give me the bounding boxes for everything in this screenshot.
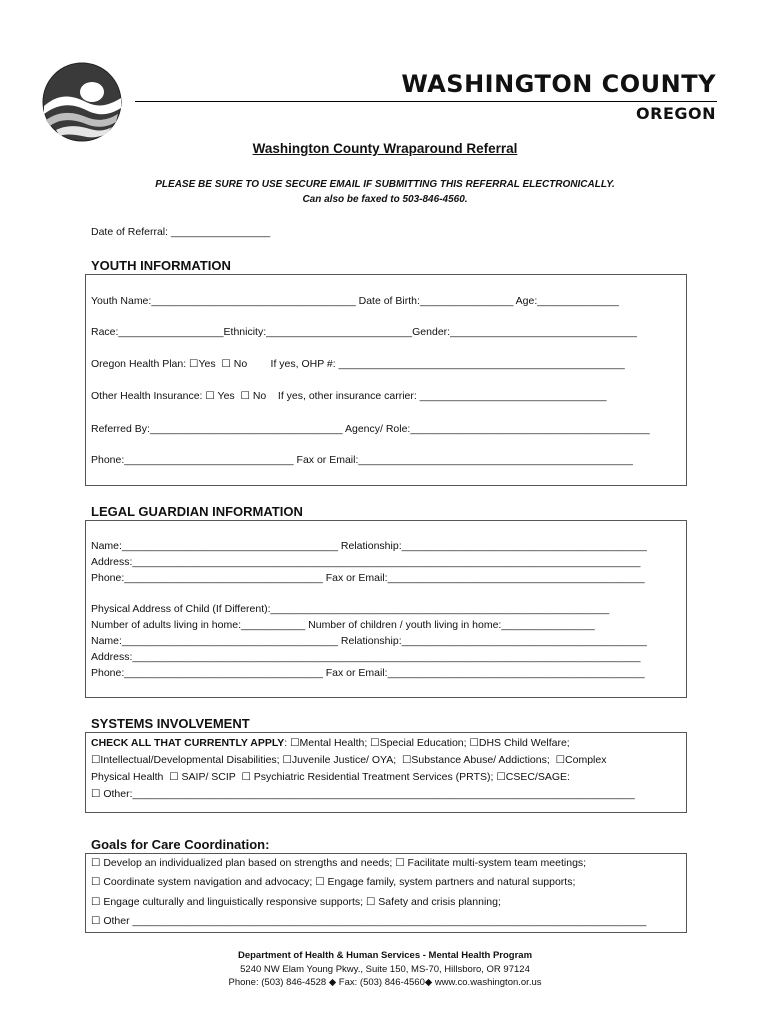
date-of-referral-field[interactable]: Date of Referral: _________________ bbox=[91, 226, 271, 238]
goal-option-2[interactable]: ☐ Coordinate system navigation and advocacy; ☐ Engage family, system partners and natural supports; bbox=[91, 876, 576, 888]
document-title: Washington County Wraparound Referral bbox=[252, 141, 518, 156]
footer-department: Department of Health & Human Services - Mental Health Program bbox=[237, 950, 533, 961]
race-ethnicity-gender-field[interactable]: Race:__________________Ethnicity:_________________________Gender:________________________________ bbox=[91, 326, 637, 338]
youth-information-heading: YOUTH INFORMATION bbox=[91, 258, 231, 273]
county-title: WASHINGTON COUNTY bbox=[401, 70, 716, 98]
guardian-name-field[interactable]: Name:_____________________________________ Relationship:__________________________________________ bbox=[91, 540, 647, 552]
guardian2-phone-field[interactable]: Phone:__________________________________ Fax or Email:____________________________________________ bbox=[91, 667, 645, 679]
systems-options-1[interactable]: : ☐Mental Health; ☐Special Education; ☐DHS Child Welfare; bbox=[284, 737, 570, 749]
guardian2-address-field[interactable]: Address:_______________________________________________________________________________________ bbox=[91, 651, 641, 663]
child-physical-address-field[interactable]: Physical Address of Child (If Different):__________________________________________________________ bbox=[91, 603, 610, 615]
oregon-health-plan-field[interactable]: Oregon Health Plan: ☐Yes ☐ No If yes, OHP #: _________________________________________________ bbox=[91, 358, 625, 370]
fax-notice: Can also be faxed to 503-846-4560. bbox=[302, 194, 468, 205]
guardian2-name-field[interactable]: Name:_____________________________________ Relationship:__________________________________________ bbox=[91, 635, 647, 647]
goal-option-1[interactable]: ☐ Develop an individualized plan based on strengths and needs; ☐ Facilitate multi-system team meetings; bbox=[91, 857, 587, 869]
systems-line-2[interactable]: ☐Intellectual/Developmental Disabilities; ☐Juvenile Justice/ OYA; ☐Substance Abuse/ Addictions; ☐Complex bbox=[91, 754, 607, 766]
legal-guardian-heading: LEGAL GUARDIAN INFORMATION bbox=[91, 504, 303, 519]
footer-contact: Phone: (503) 846-4528 ◆ Fax: (503) 846-4560◆ www.co.washington.or.us bbox=[228, 977, 542, 988]
secure-email-notice: PLEASE BE SURE TO USE SECURE EMAIL IF SUBMITTING THIS REFERRAL ELECTRONICALLY. bbox=[155, 179, 615, 190]
check-all-label: CHECK ALL THAT CURRENTLY APPLY bbox=[91, 737, 285, 749]
goal-option-3[interactable]: ☐ Engage culturally and linguistically responsive supports; ☐ Safety and crisis planning; bbox=[91, 896, 501, 908]
state-title: OREGON bbox=[636, 104, 716, 123]
systems-line-1[interactable] bbox=[91, 737, 570, 749]
goal-other-field[interactable]: ☐ Other ________________________________________________________________________________________ bbox=[91, 915, 647, 927]
goals-heading: Goals for Care Coordination: bbox=[91, 837, 270, 852]
header-divider bbox=[135, 101, 717, 102]
phone-fax-field[interactable]: Phone:_____________________________ Fax or Email:_______________________________________________ bbox=[91, 454, 633, 466]
county-logo-icon bbox=[42, 62, 122, 142]
systems-other-field[interactable]: ☐ Other:______________________________________________________________________________________ bbox=[91, 788, 635, 800]
youth-name-dob-age-field[interactable]: Youth Name:___________________________________ Date of Birth:________________ Age:______________ bbox=[91, 295, 620, 307]
guardian-address-field[interactable]: Address:_______________________________________________________________________________________ bbox=[91, 556, 641, 568]
guardian-phone-field[interactable]: Phone:__________________________________ Fax or Email:____________________________________________ bbox=[91, 572, 645, 584]
household-counts-field[interactable]: Number of adults living in home:___________ Number of children / youth living in home:________________ bbox=[91, 619, 595, 631]
systems-line-3[interactable]: Physical Health ☐ SAIP/ SCIP ☐ Psychiatric Residential Treatment Services (PRTS); ☐CSEC/SAGE: bbox=[91, 771, 570, 783]
footer-address: 5240 NW Elam Young Pkwy., Suite 150, MS-70, Hillsboro, OR 97124 bbox=[240, 964, 530, 975]
systems-involvement-heading: SYSTEMS INVOLVEMENT bbox=[91, 716, 250, 731]
other-insurance-field[interactable]: Other Health Insurance: ☐ Yes ☐ No If yes, other insurance carrier: ________________________________ bbox=[91, 390, 607, 402]
referred-by-field[interactable]: Referred By:_________________________________ Agency/ Role:_________________________________________ bbox=[91, 423, 650, 435]
